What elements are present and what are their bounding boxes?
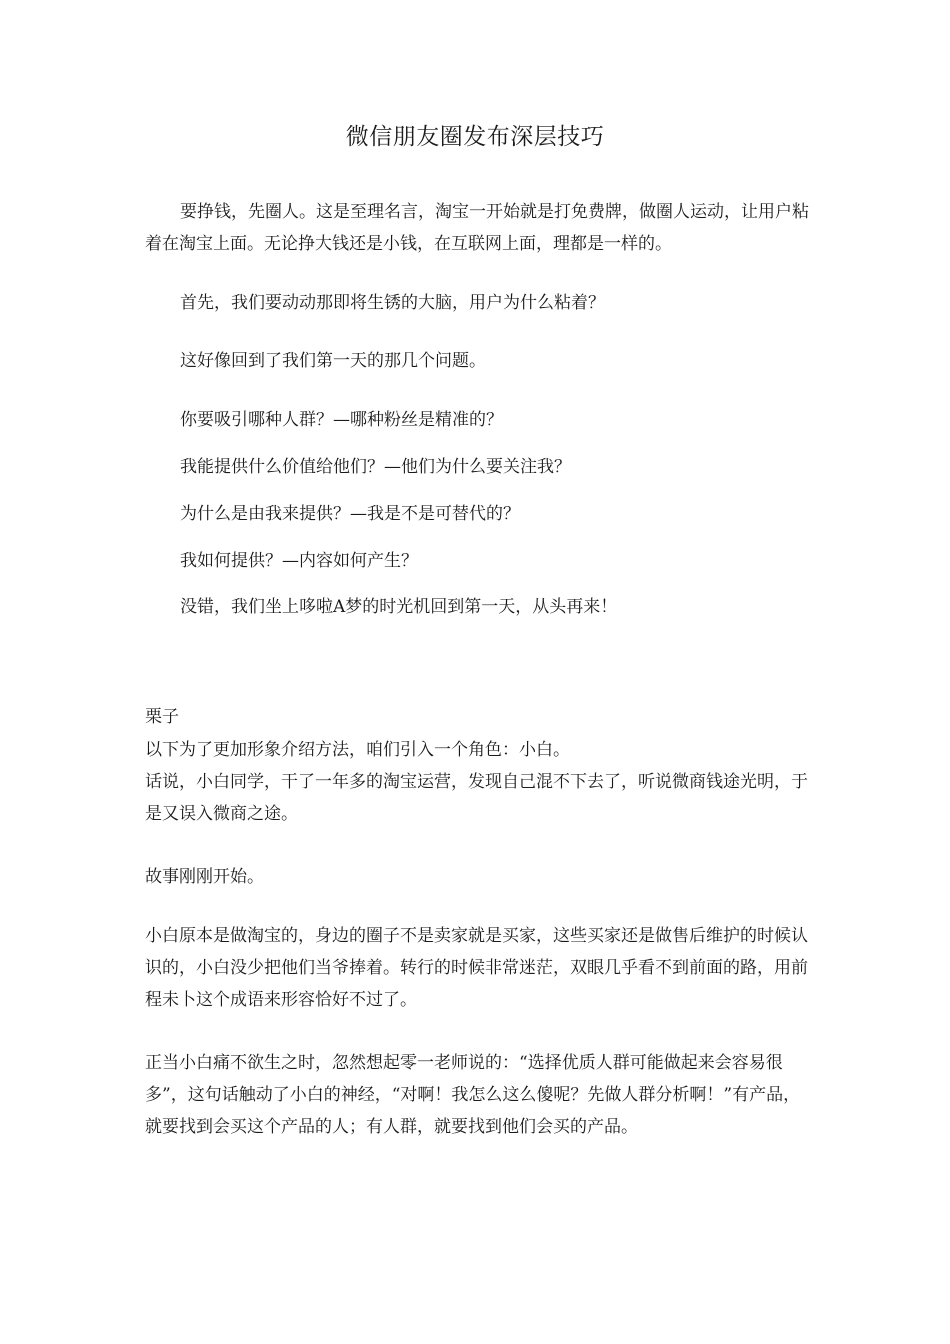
paragraph-intro: 要挣钱，先圈人。这是至理名言，淘宝一开始就是打免费牌，做圈人运动，让用户粘着在淘宝上面。无论挣大钱还是小钱，在互联网上面，理都是一样的。 (145, 202, 809, 254)
example-label: 栗子 (145, 707, 179, 727)
paragraph-first-question: 首先，我们要动动那即将生锈的大脑，用户为什么粘着？ (180, 293, 605, 313)
paragraph-background: 小白原本是做淘宝的，身边的圈子不是卖家就是买家，这些买家还是做售后维护的时候认识的，小白没少把他们当爷捧着。转行的时候非常迷茫，双眼几乎看不到前面的路，用前程未卜这个成语来形容恰好不过了。 (145, 926, 808, 1010)
question-item: 为什么是由我来提供？—我是不是可替代的？ (180, 504, 520, 524)
question-item: 我能提供什么价值给他们？—他们为什么要关注我？ (180, 457, 571, 477)
paragraph-restart: 没错，我们坐上哆啦A梦的时光机回到第一天，从头再来！ (180, 597, 618, 617)
paragraph-story: 话说，小白同学，干了一年多的淘宝运营，发现自己混不下去了，听说微商钱途光明，于是又误入微商之途。 (145, 772, 808, 824)
question-item: 我如何提供？—内容如何产生？ (180, 551, 418, 571)
paragraph-recall: 这好像回到了我们第一天的那几个问题。 (180, 351, 486, 371)
paragraph-realization: 正当小白痛不欲生之时，忽然想起零一老师说的：“选择优质人群可能做起来会容易很多”，这句话触动了小白的神经，“对啊！我怎么这么傻呢？先做人群分析啊！”有产品，就要找到会买这个产品的人；有人群，就要找到他们会买的产品。 (145, 1053, 801, 1137)
document-title: 微信朋友圈发布深层技巧 (345, 124, 605, 150)
paragraph-story-begin: 故事刚刚开始。 (145, 867, 264, 887)
paragraph-character-intro: 以下为了更加形象介绍方法，咱们引入一个角色：小白。 (145, 740, 570, 760)
question-item: 你要吸引哪种人群？—哪种粉丝是精准的？ (180, 410, 503, 430)
